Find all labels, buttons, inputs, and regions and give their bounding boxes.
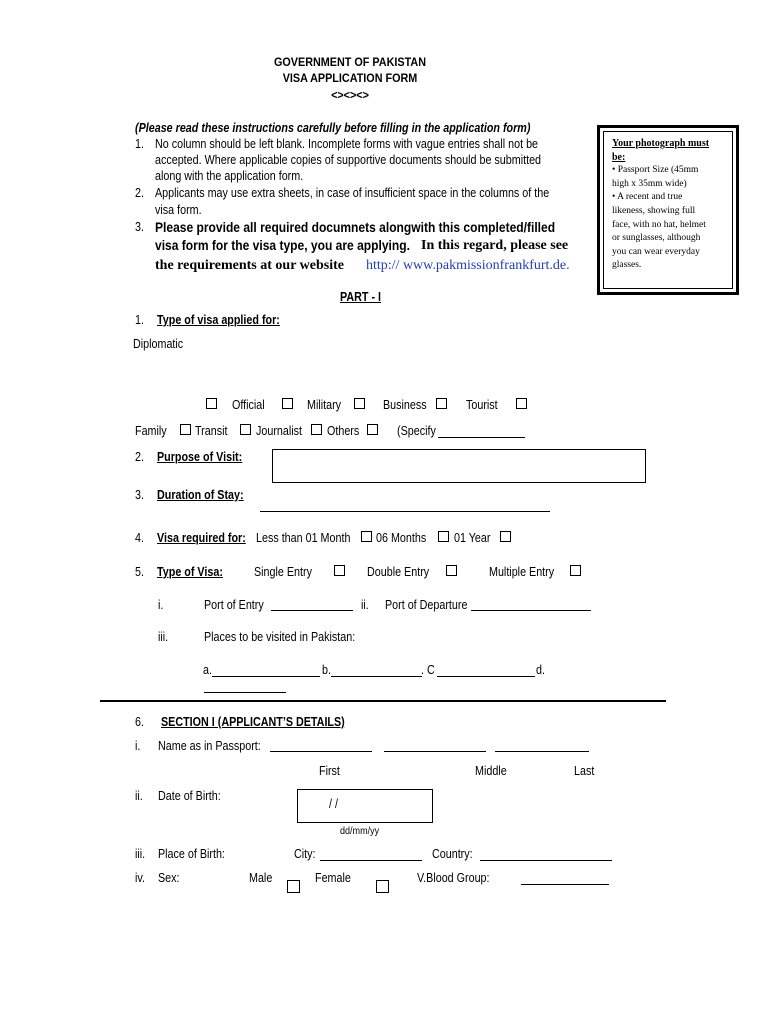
- dob-slashes: / /: [329, 797, 338, 811]
- visa-type-others-label: Others: [327, 424, 360, 438]
- place-b-label: b.: [322, 663, 331, 677]
- name-row-number: i.: [135, 739, 141, 753]
- visa-type-transit-label: Transit: [195, 424, 228, 438]
- instruction-3-line-3: the requirements at our website: [155, 258, 344, 273]
- instruction-1-line-3: along with the application form.: [155, 169, 304, 183]
- visa-duration-6-months-label: 06 Months: [376, 531, 427, 545]
- visa-type-family-checkbox[interactable]: [180, 424, 191, 435]
- last-name-field[interactable]: [495, 751, 589, 752]
- website-link[interactable]: http:// www.pakmissionfrankfurt.de.: [366, 258, 570, 273]
- q5-sub-ii: ii.: [361, 598, 369, 612]
- photo-req-5: face, with no hat, helmet: [612, 219, 706, 230]
- entry-double-label: Double Entry: [367, 565, 430, 579]
- visa-type-military-label: Military: [307, 398, 342, 412]
- form-header-ornament: <><><>: [331, 88, 369, 102]
- q5-sub-i: i.: [158, 598, 164, 612]
- instruction-1-line-2: accepted. Where applicable copies of supportive documents should be submitted: [155, 153, 542, 167]
- visa-type-diplomatic: Diplomatic: [133, 337, 184, 351]
- photo-req-3: • A recent and true: [612, 192, 683, 203]
- instruction-2-line-1: Applicants may use extra sheets, in case of insufficient space in the columns of the: [155, 186, 550, 200]
- places-to-visit-label: Places to be visited in Pakistan:: [204, 630, 356, 644]
- visa-type-tourist-checkbox[interactable]: [436, 398, 447, 409]
- instruction-2-line-2: visa form.: [155, 203, 202, 217]
- q5-number: 5.: [135, 565, 144, 579]
- instruction-1-line-1: No column should be left blank. Incomplete forms with vague entries shall not be: [155, 137, 539, 151]
- visa-type-business-label: Business: [383, 398, 427, 412]
- section-divider: [100, 700, 666, 702]
- sex-male-checkbox[interactable]: [287, 880, 300, 893]
- visa-duration-6-months-checkbox[interactable]: [438, 531, 449, 542]
- photograph-box: [597, 125, 739, 295]
- port-of-departure-label: Port of Departure: [385, 598, 468, 612]
- entry-single-label: Single Entry: [254, 565, 312, 579]
- instructions-intro: (Please read these instructions carefully before filling in the application form): [135, 121, 531, 135]
- part-heading: PART - I: [340, 290, 382, 304]
- date-of-birth-field[interactable]: [297, 789, 433, 823]
- visa-type-others-checkbox[interactable]: [367, 424, 378, 435]
- photo-req-4: likeness, showing full: [612, 205, 696, 216]
- dob-format-caption: dd/mm/yy: [340, 825, 380, 837]
- visa-type-tourist-label: Tourist: [466, 398, 498, 412]
- photo-title-1: Your photograph must: [612, 138, 710, 149]
- visa-type-journalist-checkbox[interactable]: [311, 424, 322, 435]
- sex-label: Sex:: [158, 871, 180, 885]
- name-label: Name as in Passport:: [158, 739, 261, 753]
- first-name-caption: First: [319, 764, 340, 778]
- place-c-label: . C: [421, 663, 435, 677]
- entry-double-checkbox[interactable]: [446, 565, 457, 576]
- q4-label: Visa required for:: [157, 531, 246, 545]
- port-of-entry-field[interactable]: [271, 610, 353, 611]
- visa-type-specify-field[interactable]: [438, 437, 525, 438]
- blood-group-label: V.Blood Group:: [417, 871, 490, 885]
- instruction-3-line-2a: visa form for the visa type, you are applying.: [155, 237, 410, 253]
- form-header-title: VISA APPLICATION FORM: [282, 71, 418, 85]
- place-c-field[interactable]: [437, 676, 535, 677]
- port-of-entry-label: Port of Entry: [204, 598, 264, 612]
- pob-row-number: iii.: [135, 847, 146, 861]
- blood-group-field[interactable]: [521, 884, 609, 885]
- visa-type-tourist-checkbox-2[interactable]: [516, 398, 527, 409]
- section-number: 6.: [135, 715, 144, 729]
- q1-number: 1.: [135, 313, 144, 327]
- entry-multiple-checkbox[interactable]: [570, 565, 581, 576]
- visa-type-official-checkbox[interactable]: [206, 398, 217, 409]
- q5-label: Type of Visa:: [157, 565, 223, 579]
- visa-duration-1-year-label: 01 Year: [454, 531, 491, 545]
- instruction-3-line-2b: In this regard, please see: [421, 238, 569, 253]
- visa-duration-1-year-checkbox[interactable]: [500, 531, 511, 542]
- port-of-departure-field[interactable]: [471, 610, 591, 611]
- instruction-3-line-2: [155, 237, 451, 253]
- city-label: City:: [294, 847, 316, 861]
- photo-req-2: high x 35mm wide): [612, 178, 687, 189]
- sex-female-label: Female: [315, 871, 351, 885]
- sex-female-checkbox[interactable]: [376, 880, 389, 893]
- middle-name-field[interactable]: [384, 751, 486, 752]
- photograph-requirements: [603, 131, 733, 289]
- visa-type-business-checkbox[interactable]: [354, 398, 365, 409]
- visa-type-transit-checkbox[interactable]: [240, 424, 251, 435]
- q2-number: 2.: [135, 450, 144, 464]
- photo-req-8: glasses.: [612, 260, 642, 271]
- section-title: SECTION I (APPLICANT’S DETAILS): [161, 715, 345, 729]
- city-field[interactable]: [320, 860, 422, 861]
- entry-single-checkbox[interactable]: [334, 565, 345, 576]
- q3-label: Duration of Stay:: [157, 488, 244, 502]
- visa-type-family-label: Family: [135, 424, 167, 438]
- first-name-field[interactable]: [270, 751, 372, 752]
- place-b-field[interactable]: [331, 676, 422, 677]
- last-name-caption: Last: [574, 764, 595, 778]
- place-d-label: d.: [536, 663, 545, 677]
- place-a-field[interactable]: [212, 676, 320, 677]
- purpose-of-visit-field[interactable]: [272, 449, 646, 483]
- dob-label: Date of Birth:: [158, 789, 221, 803]
- visa-type-specify-label: (Specify: [397, 424, 436, 438]
- visa-type-journalist-label: Journalist: [256, 424, 303, 438]
- place-d-field[interactable]: [204, 692, 286, 693]
- country-field[interactable]: [480, 860, 612, 861]
- form-header-government: GOVERNMENT OF PAKISTAN: [273, 55, 426, 69]
- q1-label: Type of visa applied for:: [157, 313, 280, 327]
- photo-req-6: or sunglasses, although: [612, 233, 701, 244]
- sex-male-label: Male: [249, 871, 273, 885]
- q3-number: 3.: [135, 488, 144, 502]
- photo-req-1: • Passport Size (45mm: [612, 165, 699, 176]
- q2-label: Purpose of Visit:: [157, 450, 243, 464]
- instruction-3-number: 3.: [135, 220, 144, 234]
- duration-of-stay-field[interactable]: [260, 511, 550, 512]
- dob-row-number: ii.: [135, 789, 143, 803]
- visa-type-official-label: Official: [232, 398, 265, 412]
- instruction-2-number: 2.: [135, 186, 144, 200]
- instruction-3-line-1: Please provide all required documnets alongwith this completed/filled: [155, 219, 556, 235]
- instruction-1-number: 1.: [135, 137, 144, 151]
- visa-type-military-checkbox[interactable]: [282, 398, 293, 409]
- pob-label: Place of Birth:: [158, 847, 225, 861]
- q4-number: 4.: [135, 531, 144, 545]
- visa-duration-less-than-month-label: Less than 01 Month: [256, 531, 351, 545]
- middle-name-caption: Middle: [475, 764, 507, 778]
- sex-row-number: iv.: [135, 871, 145, 885]
- photo-title-2: be:: [612, 151, 626, 163]
- q5-sub-iii: iii.: [158, 630, 169, 644]
- country-label: Country:: [432, 847, 473, 861]
- visa-duration-less-than-month-checkbox[interactable]: [361, 531, 372, 542]
- photo-req-7: you can wear everyday: [612, 246, 700, 257]
- entry-multiple-label: Multiple Entry: [489, 565, 555, 579]
- place-a-label: a.: [203, 663, 212, 677]
